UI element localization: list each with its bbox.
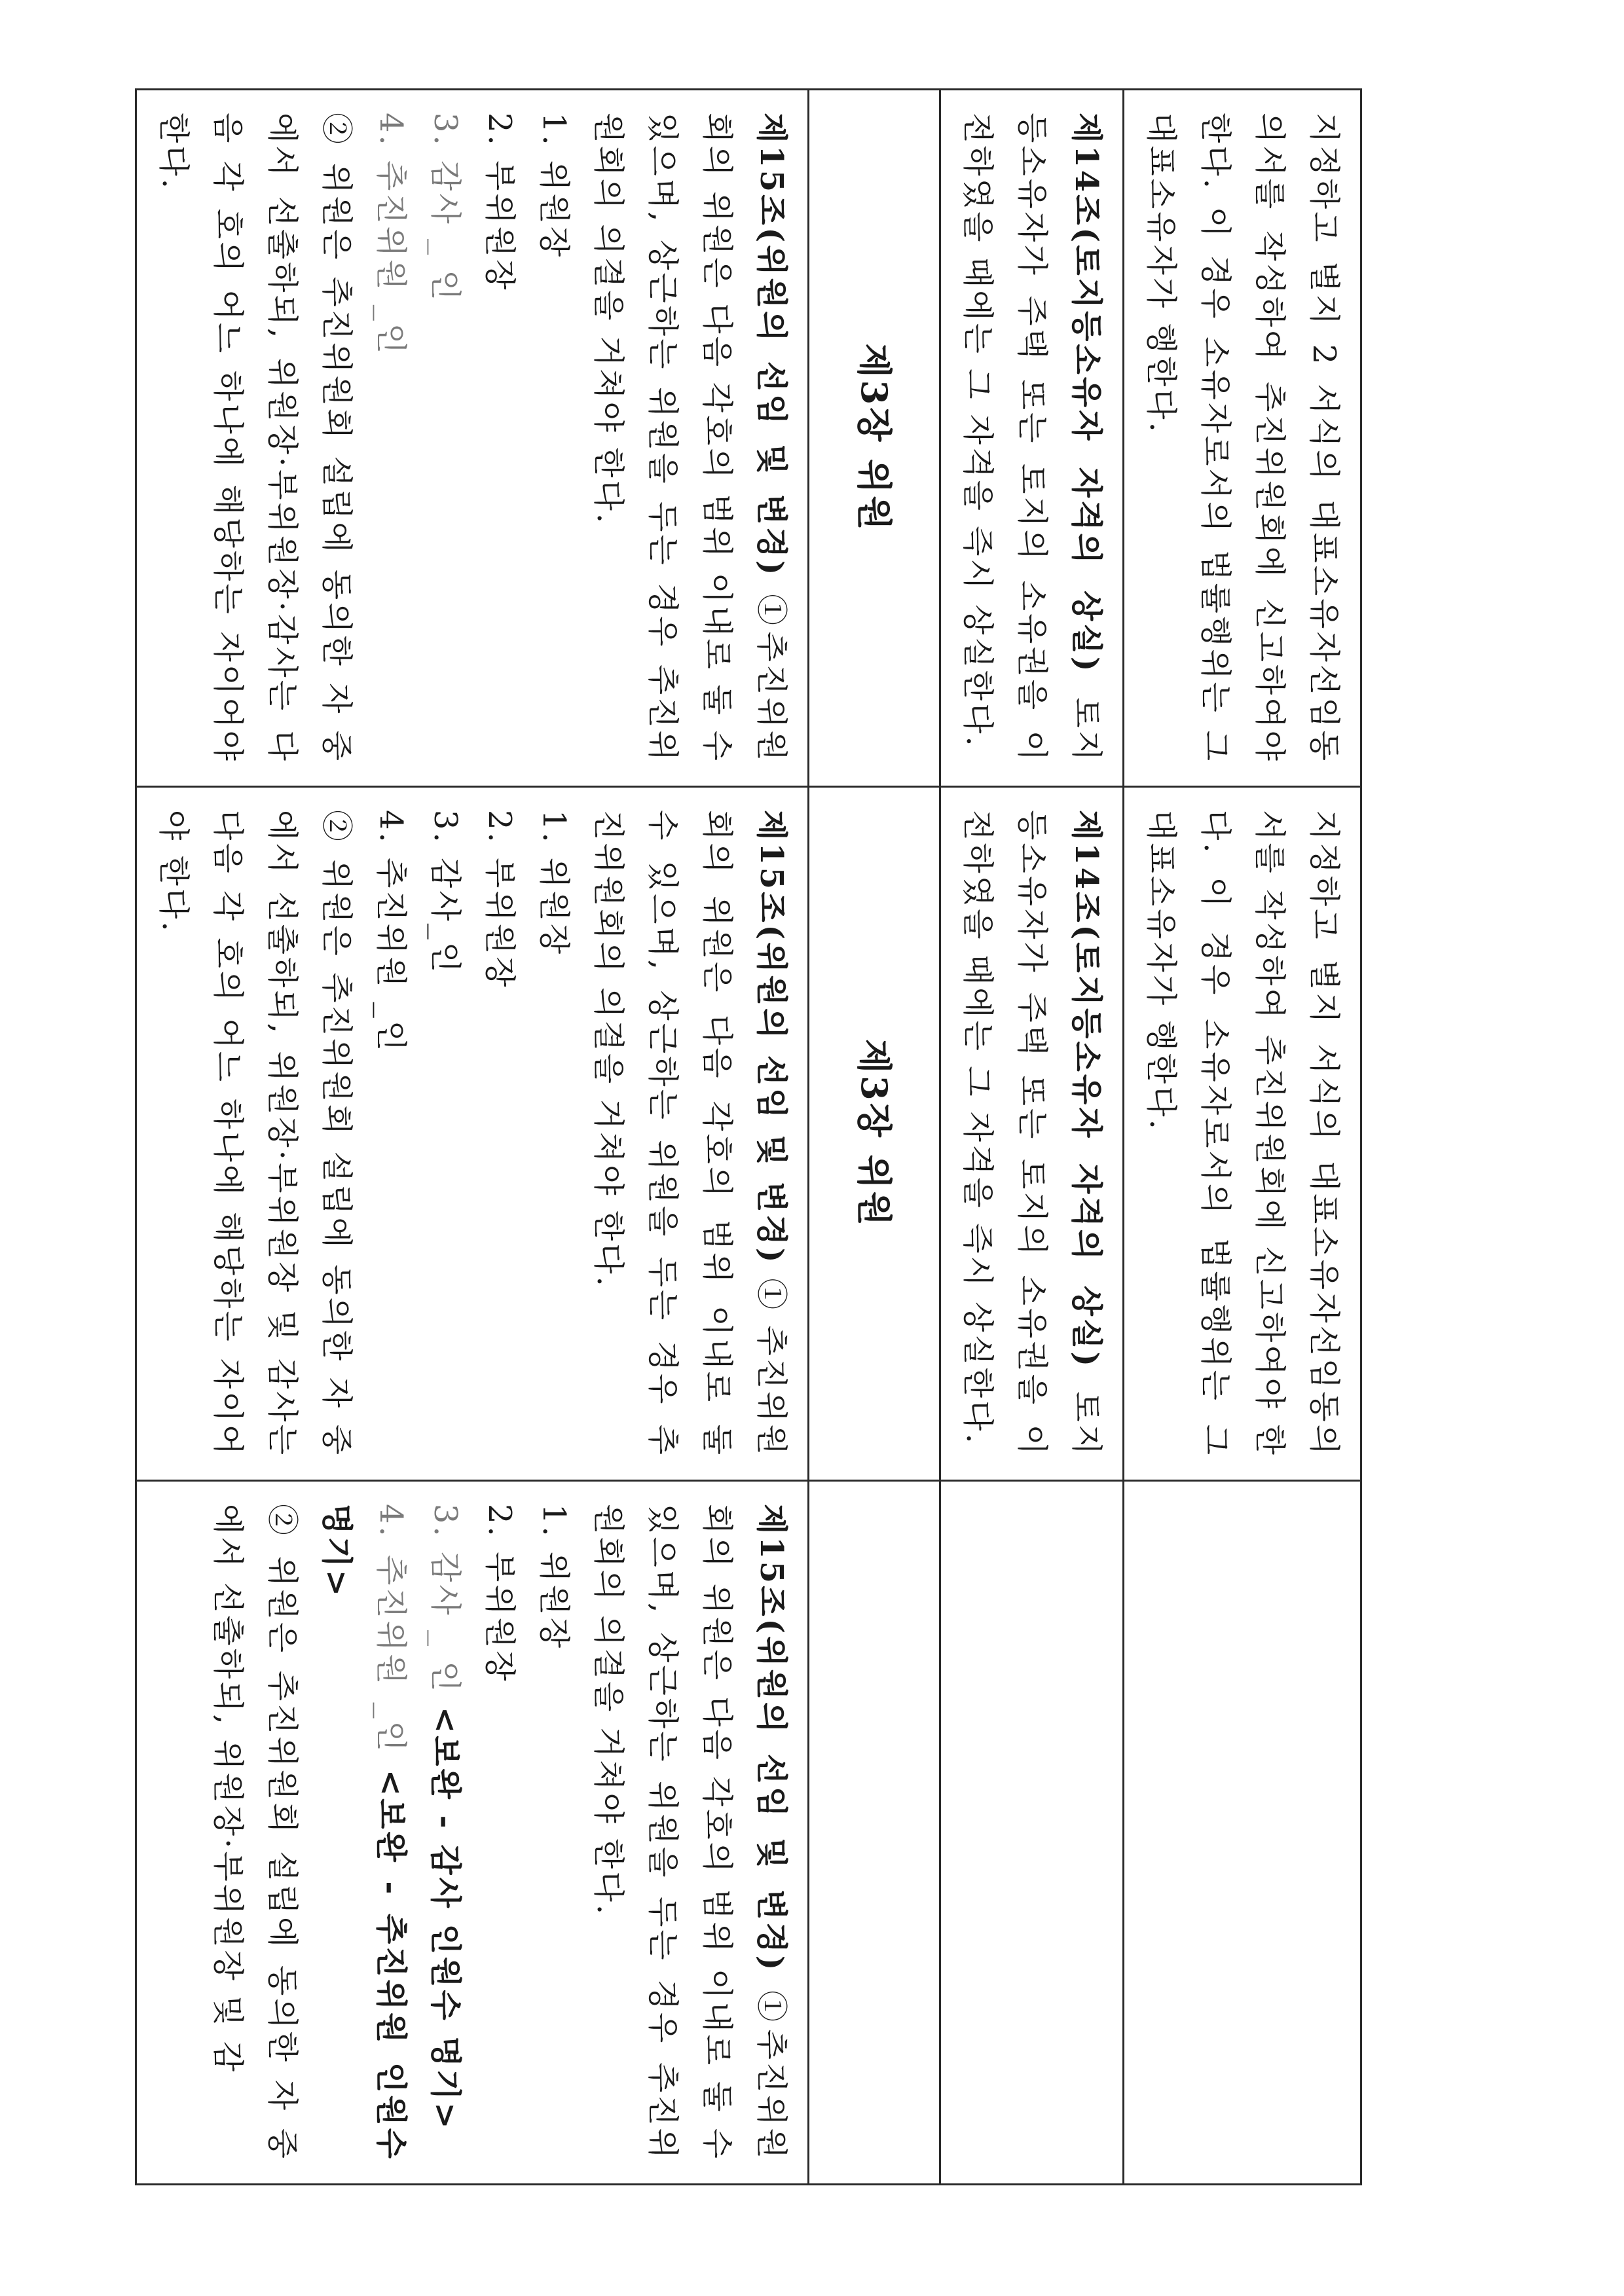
- list-item: 4. 추진위원 _인: [373, 810, 409, 1054]
- table-row: [940, 90, 1124, 2185]
- article-14-text: 토지등소유자가 주택 또는 토지의 소유권을 이전하였을 때에는 그 자격을 즉시 상실한다.: [959, 113, 1105, 763]
- list-item: [418, 1504, 472, 2161]
- cell-r4-right: [136, 1481, 809, 2185]
- cell-r1-mid: 지정하고 별지 서식의 대표소유자선임동의서를 작성하여 추진위원회에 신고하여야 한다. 이 경우 소유자로서의 법률행위는 그 대표소유자가 행한다.: [1124, 787, 1361, 1481]
- table-row: [136, 90, 809, 2185]
- article-15-title: 제15조(위원의 선임 및 변경): [753, 810, 790, 1266]
- list-item: 3. 감사_인: [427, 810, 464, 975]
- list-item: 1. 위원장: [536, 810, 572, 957]
- table-row: [1124, 90, 1361, 2185]
- item-text: 4. 추진위원 _인: [373, 1504, 409, 1770]
- article-14-title: 제14조(토지등소유자 자격의 상실): [1068, 113, 1105, 674]
- chapter-heading: [809, 1481, 940, 2185]
- article-14-text: 토지등소유자가 주택 또는 토지의 소유권을 이전하였을 때에는 그 자격을 즉시 상실한다.: [959, 810, 1105, 1457]
- article-15-para-2: ② 위원은 추진위원회 설립에 동의한 자 중에서 선출하되, 위원장·부위원장 및 감: [210, 1504, 301, 2161]
- cell-r4-left: [136, 90, 809, 787]
- article-15-title: 제15조(위원의 선임 및 변경): [753, 1504, 790, 1973]
- list-item: 2. 부위원장: [481, 113, 518, 293]
- list-item: [309, 1504, 418, 2161]
- article-14-title: 제14조(토지등소유자 자격의 상실): [1068, 810, 1105, 1370]
- cell-r1-right: [1124, 1481, 1361, 2185]
- list-item: 2. 부위원장: [481, 810, 518, 990]
- article-15-para-2: ② 위원은 추진위원회 설립에 동의한 자 중에서 선출하되, 위원장·부위원장 및 감사는 다음 각 호의 어느 하나에 해당하는 자이어야 한다.: [155, 810, 355, 1457]
- chapter-heading: 제3장 위원: [809, 787, 940, 1481]
- item-text: 3. 감사 _ 인: [427, 1504, 464, 1707]
- article-15-para-2: ② 위원은 추진위원회 설립에 동의한 자 중에서 선출하되, 위원장·부위원장·감사는 다음 각 호의 어느 하나에 해당하는 자이어야 한다.: [155, 113, 355, 763]
- cell-r4-mid: [136, 787, 809, 1481]
- table-row: [809, 90, 940, 2185]
- chapter-heading: 제3장 위원: [809, 90, 940, 787]
- list-item: 1. 위원장: [536, 1504, 572, 1651]
- comparison-table: [135, 88, 1362, 2185]
- article-15-title: 제15조(위원의 선임 및 변경): [753, 113, 790, 578]
- article-15-intro: ①추진위원회의 위원은 다음 각호의 범위 이내로 둘 수 있으며, 상근하는 위원을 두는 경우 추진위원회의 의결을 거쳐야 한다.: [590, 1504, 790, 2161]
- revision-note: <보완 - 추진위원 인원수 명기>: [318, 1504, 409, 2161]
- list-item: 1. 위원장: [536, 113, 572, 260]
- list-item: 2. 부위원장: [481, 1504, 518, 1684]
- cell-r2-right: [940, 1481, 1124, 2185]
- cell-r2-left: [940, 90, 1124, 787]
- article-15-intro: ① 추진위원회의 위원은 다음 각호의 범위 이내로 둘 수 있으며, 상근하는 위원을 두는 경우 추진위원회의 의결을 거쳐야 한다.: [590, 810, 790, 1457]
- article-15-intro: ①추진위원회의 위원은 다음 각호의 범위 이내로 둘 수 있으며, 상근하는 위원을 두는 경우 추진위원회의 의결을 거쳐야 한다.: [590, 113, 790, 763]
- cell-r2-mid: [940, 787, 1124, 1481]
- cell-r1-left: 지정하고 별지 2 서식의 대표소유자선임동의서를 작성하여 추진위원회에 신고하여야 한다. 이 경우 소유자로서의 법률행위는 그 대표소유자가 행한다.: [1124, 90, 1361, 787]
- list-item: 4. 추진위원 _인: [373, 113, 409, 357]
- list-item: 3. 감사 _ 인: [427, 113, 464, 303]
- revision-note: <보완 - 감사 인원수 명기>: [427, 1706, 464, 2132]
